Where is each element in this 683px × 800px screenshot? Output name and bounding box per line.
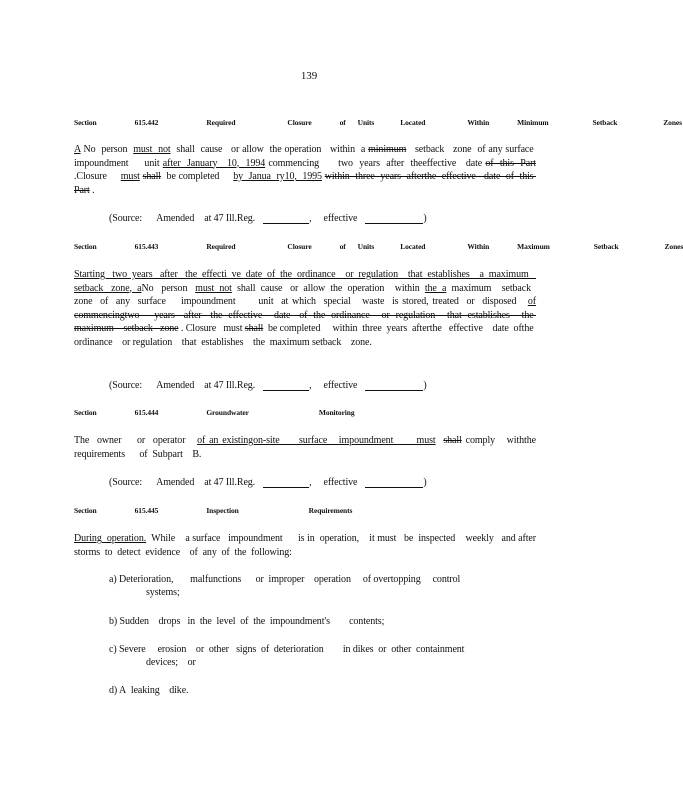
list-item-text: b) Sudden drops in the level of the impoundment's contents; [109,616,385,627]
amended-text: Amended [156,380,195,391]
body-text: comply withthe requirements of Subpart B. [74,435,536,460]
register-page-blank [263,212,312,224]
heading-word: 615.442 [134,118,159,127]
effective-date-blank [365,476,423,488]
source-label: (Source: [109,213,143,224]
inserted-text: must not [195,282,232,294]
close-paren: ) [423,477,427,488]
body-text: No person [80,144,134,155]
heading-word: Within [467,118,490,127]
list-item-text: c) Severe erosion or other signs of deterioration in dikes or other containment [109,644,465,655]
body-text: . Closure must [178,323,245,334]
effective-date-blank [365,379,423,391]
close-paren: ) [423,380,427,391]
heading-word: Closure [287,242,312,251]
close-paren: ) [423,213,427,224]
heading-word: Units [357,242,375,251]
deleted-text: shall [244,323,264,334]
heading-word: Section [74,242,97,251]
inserted-text: must not [133,144,171,155]
source-label: (Source: [109,380,143,391]
inserted-text: must [120,171,140,182]
body-text: maximum setback zone of any surface impoundment unit at which special waste is stored, treated or disposed [74,282,536,307]
heading-word: Inspection [206,506,239,515]
heading-word: Units [357,118,375,127]
register-ref: at 47 Ill.Reg. [204,213,256,224]
body-text: shall cause or allow the operation within [231,282,425,294]
heading-word: of [339,242,346,251]
body-text: setback zone of any surface impoundment unit [74,144,536,169]
section-body [74,532,536,559]
list-item-text: d) A leaking dike. [109,685,189,696]
body-text: be completed within three years afterthe effective date ofthe ordinance or regulation that establishes the maximum setback zone. [74,323,536,348]
amended-text: Amended [156,477,195,488]
heading-word: Closure [287,118,312,127]
heading-word: Zones [663,118,682,127]
inserted-text: A [74,144,81,155]
heading-word: Setback [592,118,618,127]
inserted-text: the a [424,282,447,294]
heading-word: Zones [664,242,683,251]
list-item [109,573,489,599]
heading-word: 615.444 [134,408,159,417]
list-item-continuation: devices; or [146,657,196,668]
section-body [74,268,536,349]
body-text: be completed [160,171,234,182]
section-body [74,434,536,461]
heading-word: Located [400,242,426,251]
body-text: . [89,184,95,196]
inserted-text: During operation. [74,533,147,544]
deleted-text: shall [443,435,462,446]
heading-word: of [339,118,346,127]
deleted-text: shall [142,171,161,182]
source-note [109,379,427,391]
body-text: The owner or operator [74,435,198,446]
inserted-text: of [527,296,536,307]
comma: , [309,380,312,391]
page-number: 139 [300,70,318,82]
list-item [109,643,489,669]
section-body [74,143,536,197]
amended-text: Amended [156,213,195,224]
register-ref: at 47 Ill.Reg. [204,477,256,488]
heading-word: Section [74,118,97,127]
inserted-text: of an existingon-site surface impoundment must [197,435,436,446]
deleted-text: commencingtwo years after the effective date of the ordinance or regulation that establishes the maximum setback zone [74,309,536,334]
inserted-text: after January 10, 1994 [162,157,266,169]
heading-word: Section [74,408,97,417]
deleted-text: minimum [368,144,407,155]
source-label: (Source: [109,477,143,488]
source-note [109,212,427,224]
section-heading [74,242,683,251]
body-text: No person [141,282,196,294]
heading-word: Groundwater [206,408,249,417]
register-ref: at 47 Ill.Reg. [204,380,256,391]
heading-word: Section [74,506,97,515]
heading-word: Maximum [517,242,550,251]
deleted-text: within three years afterthe effective date of this Part [74,171,537,196]
section-heading [74,118,682,127]
heading-word: Minimum [517,118,549,127]
list-item-text: a) Deterioration, malfunctions or improper operation of overtopping control [109,574,461,585]
inserted-text: by Janua ry10, 1995 [233,171,322,182]
body-text: .Closure [74,171,121,182]
heading-word: Located [400,118,426,127]
effective-date-blank [365,212,423,224]
effective-text: effective [323,380,358,391]
heading-word: Required [206,242,236,251]
heading-word: Monitoring [318,408,355,417]
deleted-text: of this Part [485,157,536,169]
comma: , [309,213,312,224]
heading-word: 615.445 [134,506,159,515]
section-heading [74,506,352,515]
heading-word: Requirements [308,506,353,515]
list-item-continuation: systems; [146,587,180,598]
list-item [109,684,489,697]
register-page-blank [263,476,312,488]
list-item [109,615,489,628]
heading-word: Setback [593,242,619,251]
inserted-text: Starting two years after the effecti ve date of the ordinance or regulation that establishes a maximum setback zone, a [74,269,536,294]
body-text: shall cause or allow the operation within a [170,144,369,155]
heading-word: 615.443 [134,242,159,251]
source-note [109,476,427,488]
heading-word: Required [206,118,236,127]
effective-text: effective [323,213,358,224]
effective-text: effective [323,477,358,488]
section-heading [74,408,355,417]
comma: , [309,477,312,488]
register-page-blank [263,379,312,391]
body-text: commencing two years after theeffective date [265,157,486,169]
heading-word: Within [467,242,490,251]
body-text: While a surface impoundment is in operation, it must be inspected weekly and after storms to detect evidence of any of the following: [74,533,537,558]
